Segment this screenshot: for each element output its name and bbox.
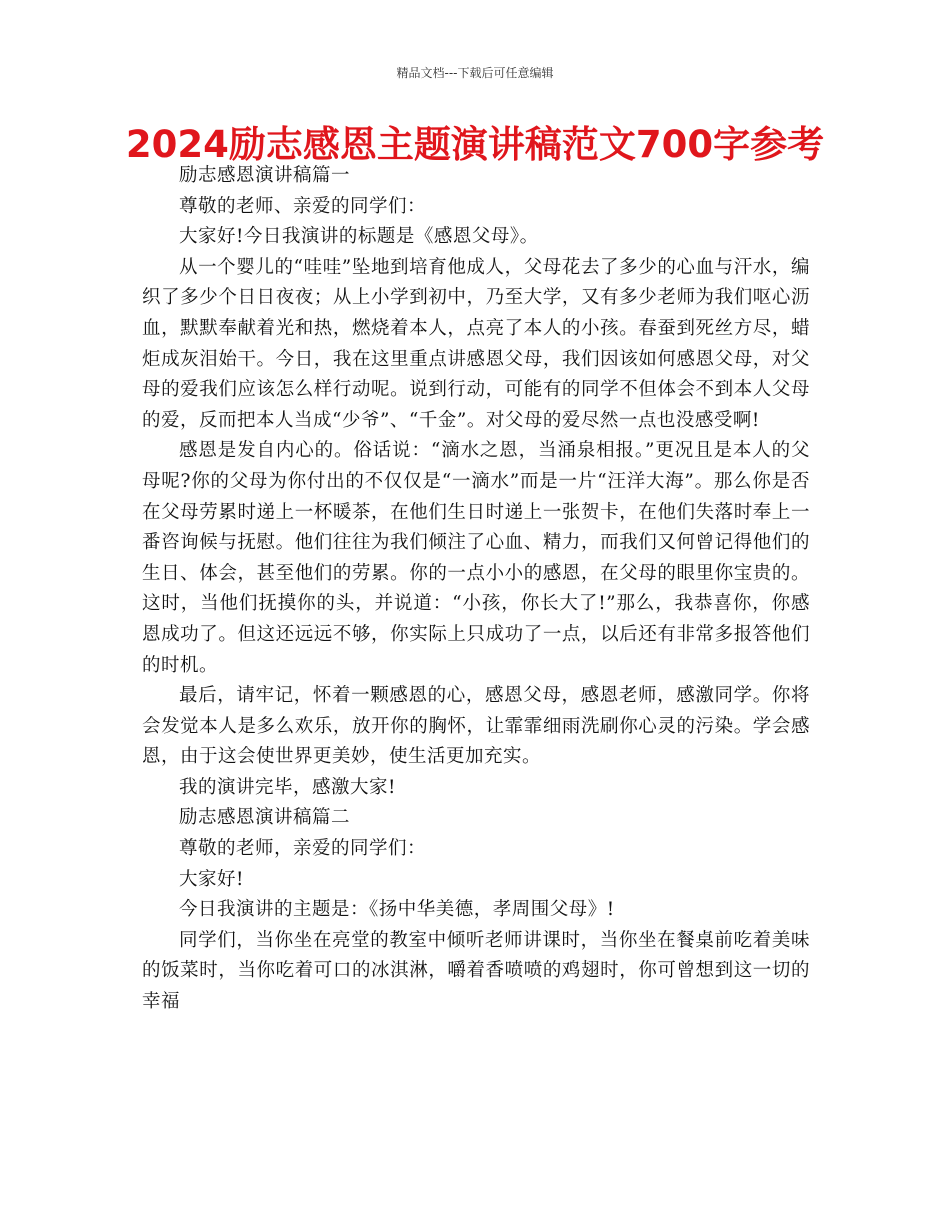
paragraph: 我的演讲完毕，感激大家!: [179, 776, 396, 798]
paragraph: 大家好!: [179, 868, 244, 890]
paragraph: 大家好!今日我演讲的标题是《感恩父母》。: [179, 226, 539, 248]
paragraph: 从一个婴儿的“哇哇”坠地到培育他成人，父母花去了多少的心血与汗水，编织了多少个日日夜夜；从上小学到初中，乃至大学，又有多少老师为我们呕心沥血，默默奉献着光和热，燃烧着本人，点亮了本人的小孩。春蚕到死丝方尽，蜡炬成灰泪始干。今日，我在这里重点讲感恩父母，我们因该如何感恩父母，对父母的爱我们应该怎么样行动呢。说到行动，可能有的同学不但体会不到本人父母的爱，反而把本人当成“少爷”、“千金”。对父母的爱尽然一点也没感受啊!: [142, 256, 810, 431]
paragraph: 最后，请牢记，怀着一颗感恩的心，感恩父母，感恩老师，感激同学。你将会发觉本人是多么欢乐，放开你的胸怀，让霏霏细雨洗刷你心灵的污染。学会感恩，由于这会使世界更美妙，使生活更加充实。: [142, 685, 810, 768]
document-title: 2024励志感恩主题演讲稿范文700字参考: [125, 123, 825, 166]
salutation-2: 尊敬的老师，亲爱的同学们：: [179, 838, 427, 860]
salutation-1: 尊敬的老师、亲爱的同学们：: [179, 195, 427, 217]
paragraph: 同学们，当你坐在亮堂的教室中倾听老师讲课时，当你坐在餐桌前吃着美味的饭菜时，当你吃着可口的冰淇淋，嚼着香喷喷的鸡翅时，你可曾想到这一切的幸福: [142, 929, 810, 1013]
section-heading-2: 励志感恩演讲稿篇二: [179, 807, 351, 829]
section-heading-1: 励志感恩演讲稿篇一: [179, 165, 351, 186]
paragraph: 今日我演讲的主题是：《扬中华美德，孝周围父母》!: [179, 899, 615, 921]
header-note: 精品文档---下载后可任意编辑: [396, 66, 554, 80]
paragraph: 感恩是发自内心的。俗话说：“滴水之恩，当涌泉相报。”更况且是本人的父母呢?你的父母为你付出的不仅仅是“一滴水”而是一片“汪洋大海”。那么你是否在父母劳累时递上一杯暖茶，在他们生日时递上一张贺卡，在他们失落时奉上一番咨询候与抚慰。他们往往为我们倾注了心血、精力，而我们又何曾记得他们的生日、体会，甚至他们的劳累。你的一点小小的感恩，在父母的眼里你宝贵的。这时，当他们抚摸你的头，并说道：“小孩，你长大了!”那么，我恭喜你，你感恩成功了。但这还远远不够，你实际上只成功了一点，以后还有非常多报答他们的时机。: [142, 440, 810, 676]
document-body: [142, 161, 810, 1018]
